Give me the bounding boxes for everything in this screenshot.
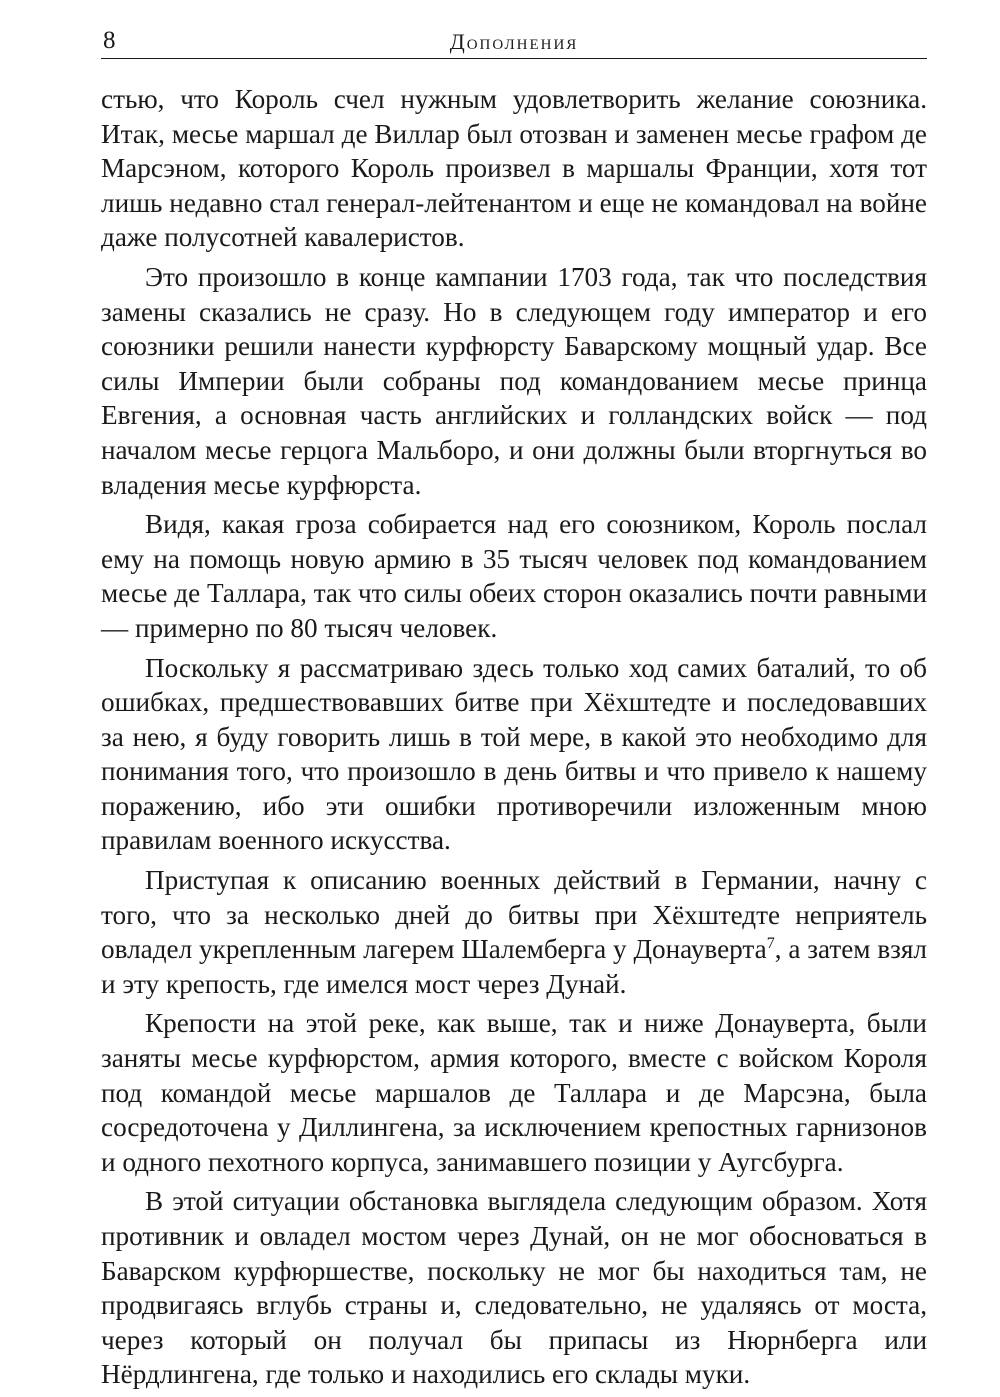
paragraph-1: стью, что Король счел нужным удовлетворить желание союзника. Итак, месье маршал де Виллар был отозван и заменен месье графом де Марсэном, которого Король произвел в маршалы Франции, хотя тот лишь недавно стал генерал-лейтенантом и еще не командовал на войне даже полусотней кавалеристов. (101, 84, 927, 253)
page-number: 8 (103, 27, 116, 54)
running-title: Дополнения (449, 29, 579, 54)
body-text (101, 82, 927, 1397)
running-header (101, 22, 927, 59)
paragraph-3: Видя, какая гроза собирается над его союзником, Король послал ему на помощь новую армию в 35 тысяч человек под командованием месье де Таллара, так что силы обеих сторон оказались почти равными — примерно по 80 тысяч человек. (101, 509, 927, 643)
paragraph-5-text-after: , а затем взял и эту крепость, где имелся мост через Дунай. (101, 934, 927, 999)
paragraph-5 (101, 863, 927, 1001)
paragraph-7: В этой ситуации обстановка выглядела следующим образом. Хотя противник и овладел мостом через Дунай, он не мог обосноваться в Баварском курфюршестве, поскольку не мог бы находиться там, не продвигаясь вглубь страны и, следовательно, не удаляясь от моста, через который он получал бы припасы из Нюрнберга или Нёрдлингена, где только и находились его склады муки. (101, 1186, 927, 1390)
paragraph-5-text-before: Приступая к описанию военных действий в Германии, начну с того, что за несколько дней до битвы при Хёхштедте неприятель овладел укрепленным лагерем Шалемберга у Донауверта (101, 865, 927, 965)
paragraph-4: Поскольку я рассматриваю здесь только ход самих баталий, то об ошибках, предшествовавших битве при Хёхштедте и последовавших за нею, я буду говорить лишь в той мере, в какой это необходимо для понимания того, что произошло в день битвы и что привело к нашему поражению, ибо эти ошибки противоречили изложенным мною правилам военного искусства. (101, 652, 927, 856)
paragraph-2: Это произошло в конце кампании 1703 года, так что последствия замены сказались не сразу. Но в следующем году император и его союзники решили нанести курфюрсту Баварскому мощный удар. Все силы Империи были собраны под командованием месье принца Евгения, а основная часть английских и голландских войск — под началом месье герцога Мальборо, и они должны были вторгнуться во владения месье курфюрста. (101, 261, 927, 500)
footnote-reference[interactable]: 7 (766, 935, 775, 953)
paragraph-6: Крепости на этой реке, как выше, так и ниже Донауверта, были заняты месье курфюрстом, армия которого, вместе с войском Короля под командой месье маршалов де Таллара и де Марсэна, была сосредоточена у Диллингена, за исключением крепостных гарнизонов и одного пехотного корпуса, занимавшего позиции у Аугсбурга. (101, 1008, 927, 1177)
